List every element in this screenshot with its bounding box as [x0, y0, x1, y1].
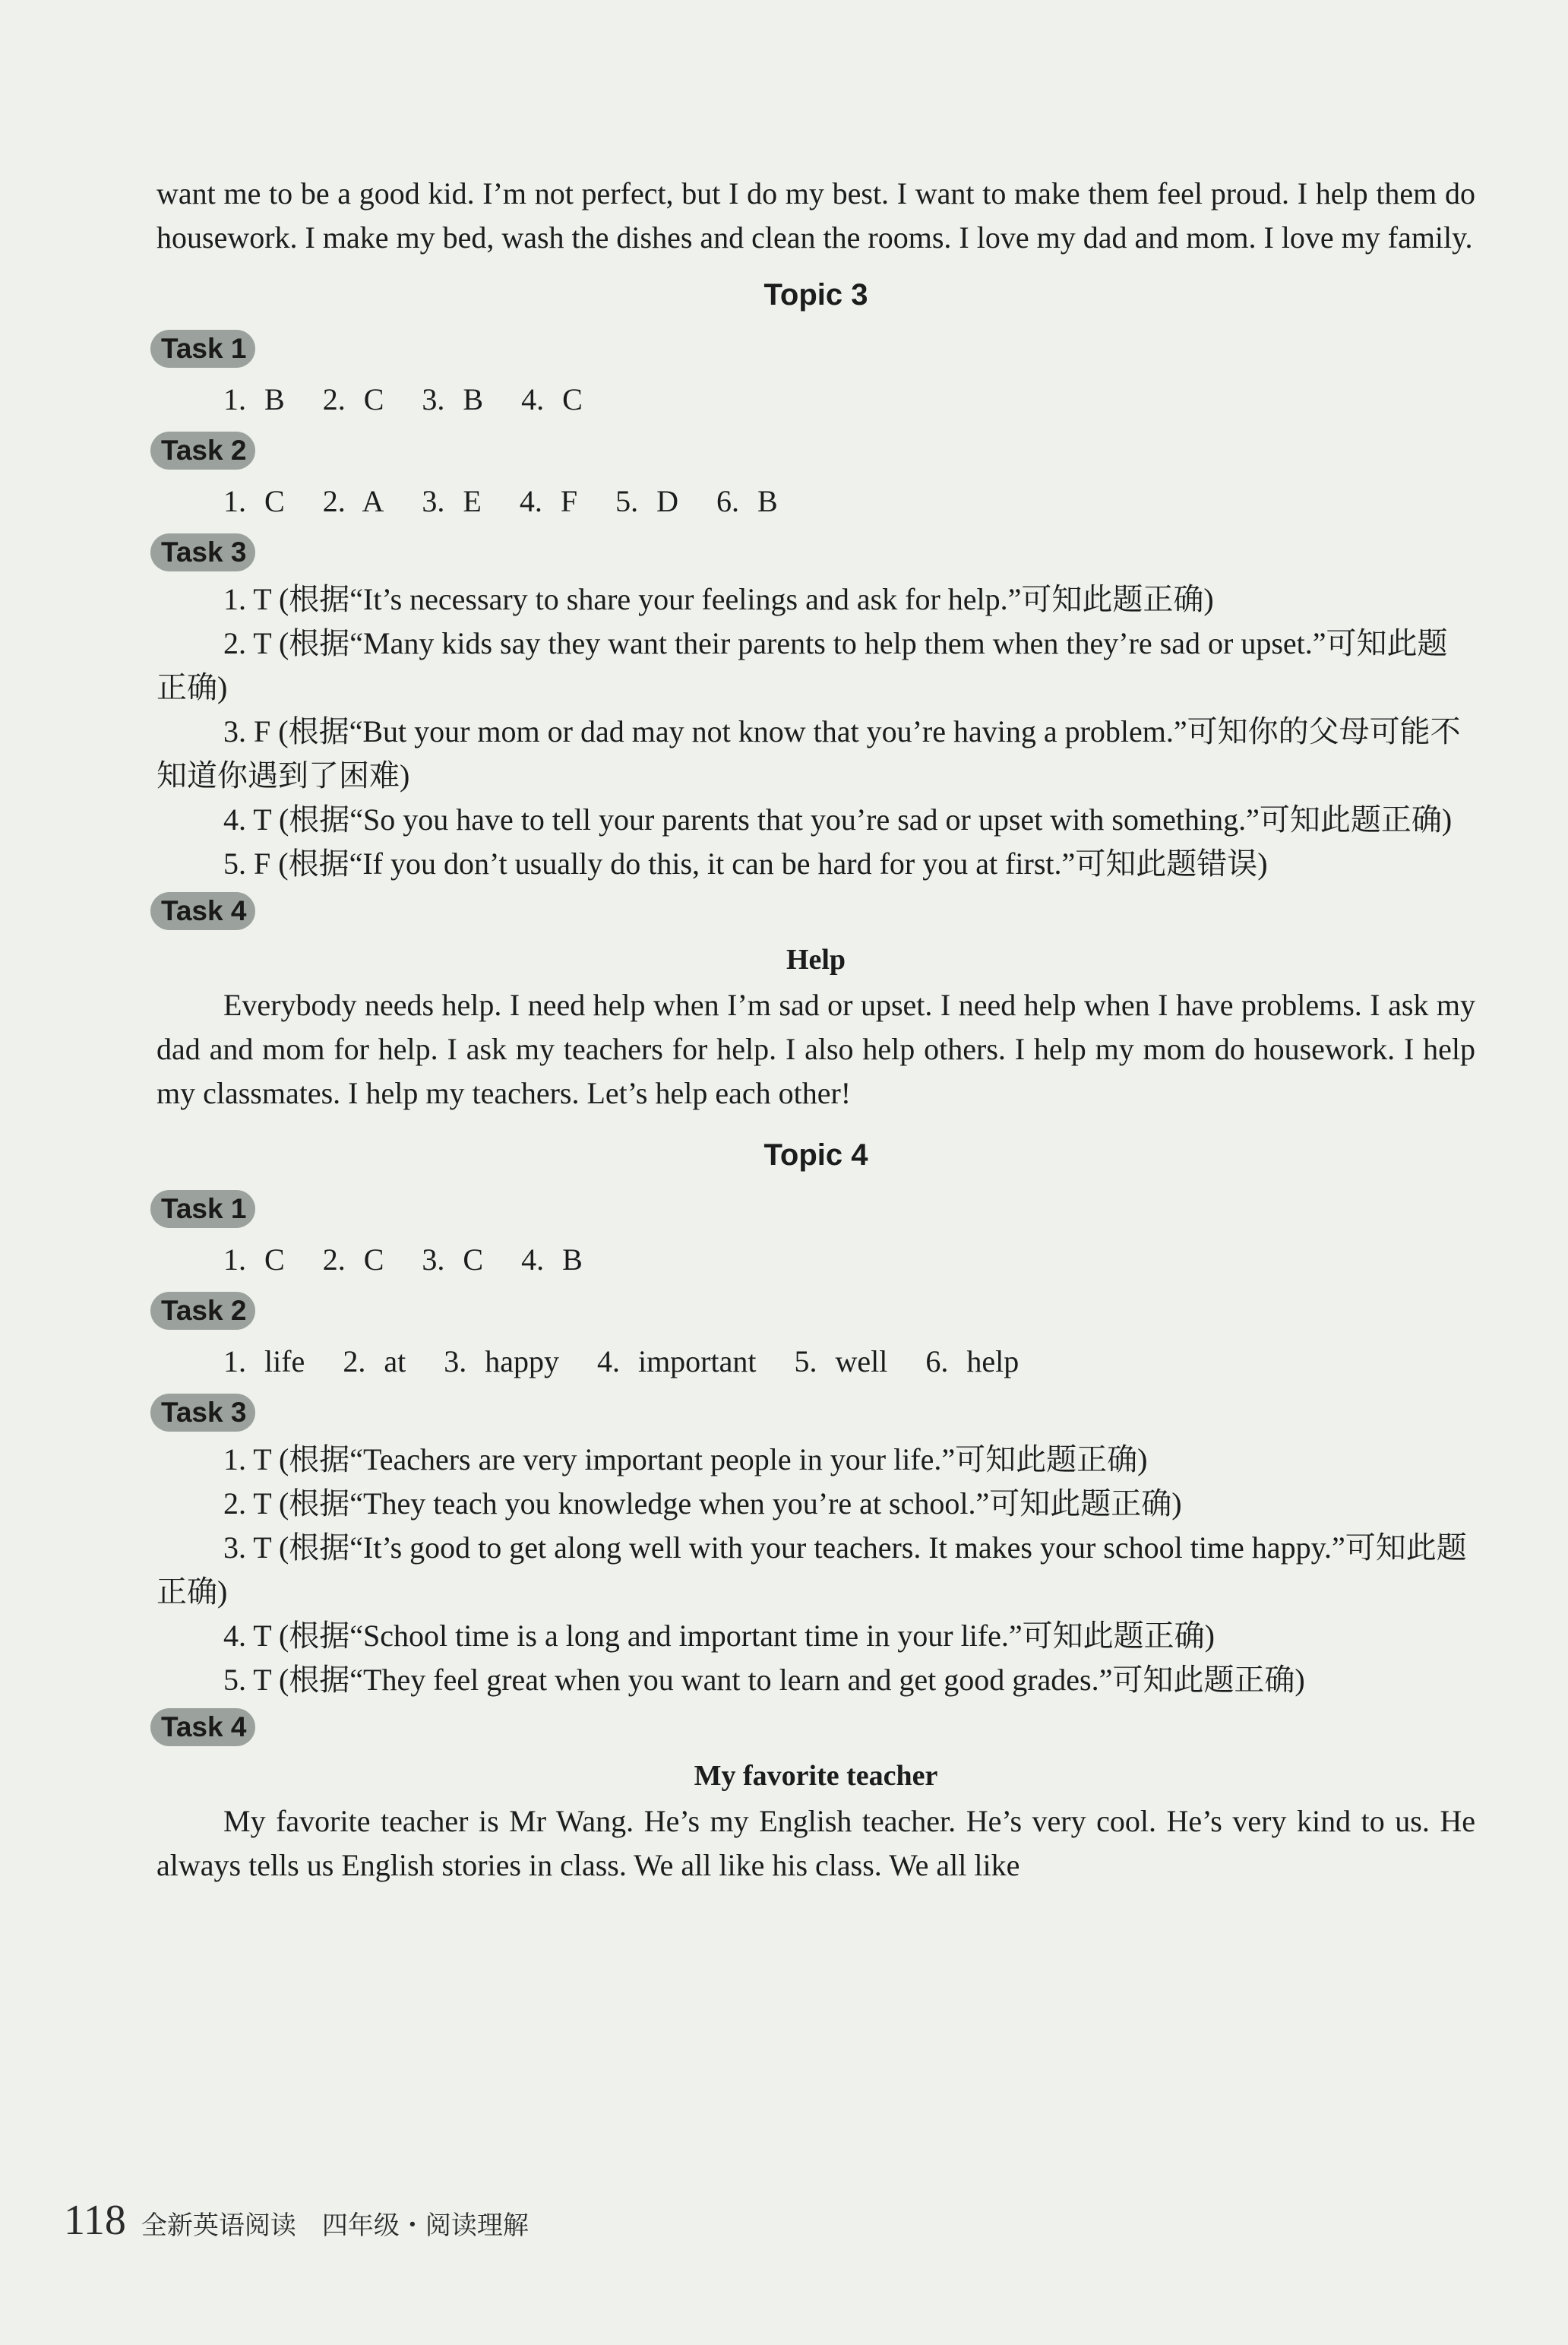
judgement-item: 3. F (根据“But your mom or dad may not know that you’re having a problem.”可知你的父母可能不知道你遇到了困难)	[156, 714, 1461, 793]
answer: 4. F	[519, 484, 578, 518]
topic4-task1-answers	[156, 1234, 1475, 1286]
judgement-item: 1. T (根据“Teachers are very important people in your life.”可知此题正确)	[223, 1442, 1148, 1476]
answer: 3. B	[422, 382, 484, 416]
topic3-task1-row	[156, 324, 1475, 374]
topic4-task3-row	[156, 1388, 1475, 1438]
topic4-task1-row	[156, 1184, 1475, 1234]
task-badge: Task 4	[150, 892, 255, 930]
answer: 4. C	[521, 382, 583, 416]
answer: 2. A	[322, 484, 384, 518]
topic3-task2-answers	[156, 476, 1475, 527]
intro-paragraph: want me to be a good kid. I’m not perfect, but I do my best. I want to make them feel proud. I help them do housework. I make my bed, wash the dishes and clean the rooms. I love my dad and mom. I love my family.	[156, 176, 1475, 255]
essay-body: Everybody needs help. I need help when I’m sad or upset. I need help when I have problems. I ask my dad and mom for help. I ask my teachers for help. I also help others. I help my mom do housework. I help my classmates. I help my teachers. Let’s help each other!	[156, 988, 1475, 1110]
answer: 4. important	[596, 1344, 757, 1378]
task-badge: Task 3	[150, 1394, 255, 1432]
answer: 3. E	[422, 484, 482, 518]
answer: 6. help	[925, 1344, 1020, 1378]
answer: 2. at	[343, 1344, 406, 1378]
judgement-item: 2. T (根据“Many kids say they want their parents to help them when they’re sad or upset.”可知此题正确)	[156, 626, 1448, 704]
topic3-task2-row	[156, 426, 1475, 476]
topic4-task4-row	[156, 1702, 1475, 1752]
task-badge: Task 1	[150, 330, 255, 368]
answer: 1. B	[223, 382, 285, 416]
answer: 2. C	[322, 1242, 384, 1277]
answer: 2. C	[322, 382, 384, 416]
judgement-item: 2. T (根据“They teach you knowledge when you’re at school.”可知此题正确)	[223, 1486, 1182, 1521]
topic3-task1-answers	[156, 374, 1475, 426]
judgement-item: 1. T (根据“It’s necessary to share your feelings and ask for help.”可知此题正确)	[223, 582, 1214, 616]
topic3-task3-row	[156, 527, 1475, 578]
answer: 1. C	[223, 1242, 285, 1277]
task-badge: Task 4	[150, 1708, 255, 1746]
judgement-item: 4. T (根据“School time is a long and important time in your life.”可知此题正确)	[223, 1619, 1215, 1653]
essay-title: My favorite teacher	[694, 1760, 938, 1792]
task-badge: Task 3	[150, 533, 255, 571]
essay-body: My favorite teacher is Mr Wang. He’s my English teacher. He’s very cool. He’s very kind to us. He always tells us English stories in class. We all like his class. We all like	[156, 1804, 1475, 1882]
topic-3-heading: Topic 3	[763, 278, 868, 312]
essay-title: Help	[786, 944, 846, 976]
judgement-item: 5. F (根据“If you don’t usually do this, it can be hard for you at first.”可知此题错误)	[223, 847, 1268, 881]
answer: 3. happy	[444, 1344, 559, 1378]
answer: 6. B	[716, 484, 778, 518]
page-number: 118	[64, 2197, 126, 2244]
task-badge: Task 2	[150, 432, 255, 470]
topic4-task2-row	[156, 1286, 1475, 1336]
page-footer	[64, 2196, 529, 2257]
topic3-task4-row	[156, 886, 1475, 936]
judgement-item: 5. T (根据“They feel great when you want to learn and get good grades.”可知此题正确)	[223, 1663, 1305, 1697]
topic-4-heading: Topic 4	[763, 1138, 868, 1172]
answer: 5. well	[794, 1344, 888, 1378]
topic4-task2-answers	[156, 1336, 1475, 1388]
answer: 3. C	[422, 1242, 484, 1277]
judgement-item: 3. T (根据“It’s good to get along well with your teachers. It makes your school time happy.”可知此题正确)	[156, 1530, 1467, 1609]
answer: 1. C	[223, 484, 285, 518]
task-badge: Task 1	[150, 1190, 255, 1228]
answer: 5. D	[615, 484, 678, 518]
judgement-item: 4. T (根据“So you have to tell your parents that you’re sad or upset with something.”可知此题正确)	[223, 802, 1453, 837]
answer: 4. B	[521, 1242, 583, 1277]
answer: 1. life	[223, 1344, 305, 1378]
task-badge: Task 2	[150, 1292, 255, 1330]
book-info: 全新英语阅读 四年级・阅读理解	[141, 2211, 529, 2241]
page-content	[156, 172, 1475, 1888]
